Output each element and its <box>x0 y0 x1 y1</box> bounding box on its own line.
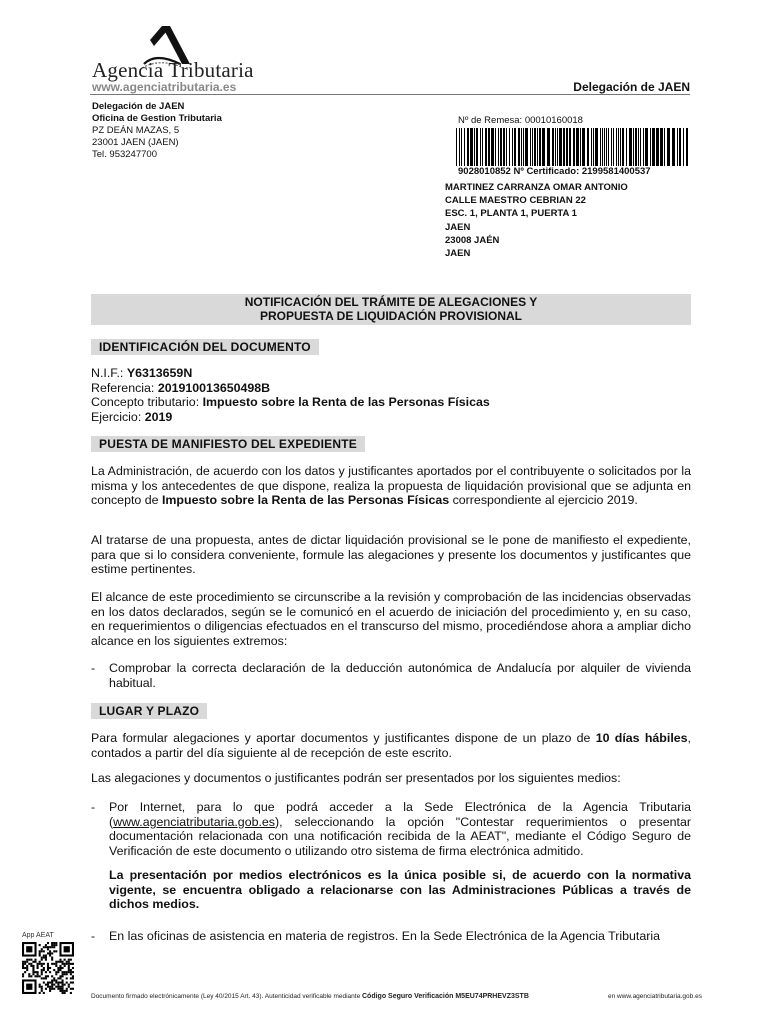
paragraph-1 <box>91 464 691 508</box>
bold-note: La presentación por medios electrónicos es la única posible si, de acuerdo con la normativa vigente, se encuentra obligado a relacionarse con las Administraciones Públicas a través de dichos medios. <box>109 868 691 912</box>
title-line1: NOTIFICACIÓN DEL TRÁMITE DE ALEGACIONES Y <box>244 295 538 309</box>
office-line4: 23001 JAEN (JAEN) <box>92 137 179 148</box>
recipient-floor: ESC. 1, PLANTA 1, PUERTA 1 <box>445 208 577 220</box>
p4-text-b: , contados a partir del día siguiente al de recepción de este escrito. <box>91 731 691 760</box>
certificado-number: 9028010852 Nº Certificado: 2199581400537 <box>458 166 651 177</box>
footer-csv: Código Seguro Verificación M5EU74PRHEVZ3STB <box>362 993 529 1000</box>
list-item <box>91 800 691 858</box>
bullet1-text: Comprobar la correcta declaración de la deducción autonómica de Andalucía por alquiler de vivienda habitual. <box>109 661 691 690</box>
office-line1: Delegación de JAEN <box>92 101 185 112</box>
list-item <box>91 661 691 690</box>
p1-bold: Impuesto sobre la Renta de las Personas Físicas <box>161 493 450 508</box>
footer-signature <box>91 993 529 1000</box>
p4-bold: 10 días hábiles <box>595 731 688 745</box>
qr-code-icon <box>22 942 74 994</box>
logo-name: Agencia Tributaria <box>92 58 254 82</box>
ejercicio-value: 2019 <box>144 409 173 424</box>
paragraph-2: Al tratarse de una propuesta, antes de dictar liquidación provisional se le pone de manifiesto el expediente, para que si lo considera conveniente, formule las alegaciones y presente los documentos y justificantes que estime pertinentes. <box>91 533 691 577</box>
office-line5: Tel. 953247700 <box>92 149 157 160</box>
concepto-label: Concepto tributario: <box>91 395 203 409</box>
remesa-number: Nº de Remesa: 00010160018 <box>458 115 583 126</box>
header-divider <box>90 94 690 95</box>
identification-block <box>91 366 490 424</box>
office-address <box>92 101 222 161</box>
section-identificacion: IDENTIFICACIÓN DEL DOCUMENTO <box>91 339 319 355</box>
paragraph-4 <box>91 731 691 760</box>
office-line2: Oficina de Gestion Tributaria <box>92 113 222 124</box>
footer-text: Documento firmado electrónicamente (Ley 40/2015 Art. 43). Autenticidad verificable mediante <box>91 993 362 1000</box>
p4-text-a: Para formular alegaciones y aportar documentos y justificantes dispone de un plazo de <box>91 731 596 745</box>
office-line3: PZ DEÁN MAZAS, 5 <box>92 125 180 136</box>
barcode-icon <box>456 128 688 166</box>
nif-value: Y6313659N <box>126 366 193 380</box>
paragraph-3: El alcance de este procedimiento se circunscribe a la revisión y comprobación de las incidencias observadas en los datos declarados, según se le comunicó en el acuerdo de iniciación del procedimiento y, en su caso, en requerimientos o diligencias efectuados en el transcurso del mismo, procediéndose ahora a ampliar dicho alcance en los siguientes extremos: <box>91 590 691 648</box>
ejercicio-label: Ejercicio: <box>91 409 145 424</box>
bullet3-text: En las oficinas de asistencia en materia de registros. En la Sede Electrónica de la Agencia Tributaria <box>109 929 661 943</box>
referencia-value: 201910013650498B <box>157 380 271 395</box>
qr-label: App AEAT <box>22 932 54 939</box>
recipient-street: CALLE MAESTRO CEBRIAN 22 <box>445 195 586 207</box>
concepto-value: Impuesto sobre la Renta de las Personas Físicas <box>202 395 490 409</box>
nif-label: N.I.F.: <box>91 366 127 380</box>
bullet-dash: - <box>91 800 96 814</box>
bullet-dash: - <box>91 661 96 675</box>
recipient-address <box>445 181 628 260</box>
recipient-name: MARTINEZ CARRANZA OMAR ANTONIO <box>445 182 628 193</box>
recipient-city: JAEN <box>445 221 471 233</box>
delegacion-heading: Delegación de JAEN <box>573 80 690 94</box>
p1-text-a: La Administración, de acuerdo con los datos y justificantes aportados por el contribuyente o solicitados por la misma y los antecedentes de que dispone, realiza la propuesta de liquidación provisional que se adjunta en concepto de <box>91 464 691 508</box>
paragraph-5: Las alegaciones y documentos o justificantes podrán ser presentados por los siguientes medios: <box>91 771 621 785</box>
title-line2: PROPUESTA DE LIQUIDACIÓN PROVISIONAL <box>259 309 523 323</box>
bullet-dash: - <box>91 929 96 943</box>
list-item <box>91 929 691 944</box>
recipient-postal: 23008 JAÉN <box>445 234 500 246</box>
logo-url: www.agenciatributaria.es <box>92 80 237 94</box>
bullet2-text-b: ), seleccionando la opción "Contestar requerimientos o presentar documentación relacionada con una notificación recibida de la AEAT", mediante el Código Seguro de Verificación de este documento o utilizando otro sistema de firma electrónica admitido. <box>109 814 691 858</box>
recipient-province: JAEN <box>445 248 471 260</box>
bullet2-text-a: Por Internet, para lo que podrá acceder a la Sede Electrónica de la Agencia Tributaria ( <box>109 800 691 829</box>
section-manifiesto: PUESTA DE MANIFIESTO DEL EXPEDIENTE <box>91 436 365 452</box>
section-lugar-plazo: LUGAR Y PLAZO <box>91 703 207 719</box>
p1-text-b: correspondiente al ejercicio 2019. <box>449 493 638 508</box>
referencia-label: Referencia: <box>91 380 158 395</box>
footer-verify-url: en www.agenciatributaria.gob.es <box>608 993 702 1000</box>
document-title <box>91 294 691 325</box>
sede-electronica-link[interactable]: www.agenciatributaria.gob.es <box>113 814 275 829</box>
